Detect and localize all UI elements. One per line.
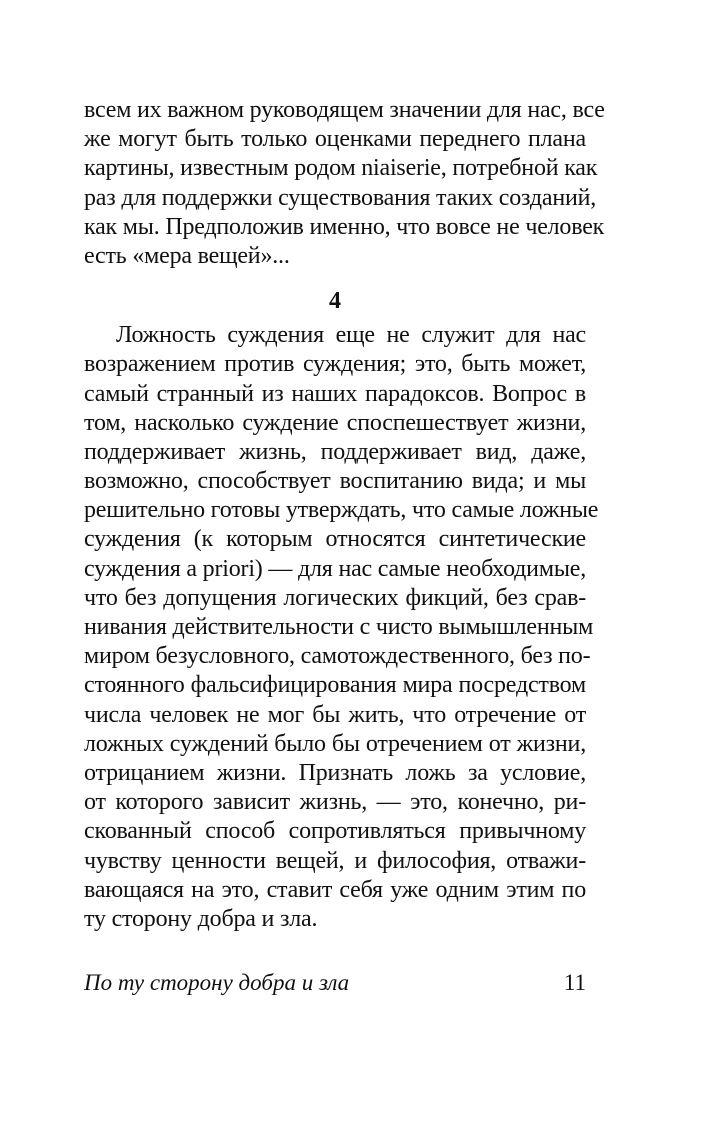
- section-number-heading: 4: [329, 288, 341, 315]
- text-line: чувству ценности вещей, и философия, отважи-: [84, 847, 586, 874]
- text-line: скованный способ сопротивляться привычному: [84, 818, 586, 845]
- running-title: По ту сторону добра и зла: [84, 970, 350, 995]
- text-line: самый странный из наших парадоксов. Вопрос в: [84, 380, 586, 407]
- spacer: [84, 271, 586, 287]
- text-line: ложных суждений было бы отречением от жизни,: [84, 730, 586, 757]
- text-line: же могут быть только оценками переднего плана: [84, 126, 586, 153]
- continuation-paragraph: [84, 96, 605, 271]
- text-line: всем их важном руководящем значении для нас, все: [84, 97, 605, 123]
- text-line: суждения a priori) — для нас самые необходимые,: [84, 555, 586, 582]
- text-line: картины, известным родом niaiserie, потребной как: [84, 155, 598, 182]
- text-line: как мы. Предположив именно, что вовсе не человек: [84, 213, 605, 240]
- text-line: от которого зависит жизнь, — это, конечно, ри-: [84, 789, 586, 816]
- page-number: 11: [563, 970, 586, 995]
- text-line: том, насколько суждение споспешествует жизни,: [84, 409, 586, 436]
- text-line: поддерживает жизнь, поддерживает вид, даже,: [84, 438, 586, 465]
- text-line: что без допущения логических фикций, без срав-: [84, 584, 586, 611]
- text-line: нивания действительности с чисто вымышленным: [84, 614, 594, 640]
- page-footer: [84, 968, 586, 998]
- section-paragraph: [84, 321, 599, 934]
- text-line: суждения (к которым относятся синтетические: [84, 526, 586, 553]
- text-line: числа человек не мог бы жить, что отречение от: [84, 701, 586, 728]
- text-line: есть «мера вещей»...: [84, 242, 290, 269]
- text-line: возражением против суждения; это, быть может,: [84, 351, 586, 378]
- text-line: возможно, способствует воспитанию вида; и мы: [84, 468, 586, 495]
- page-body: [84, 96, 605, 934]
- text-line: миром безусловного, самотождественного, без по-: [84, 643, 591, 670]
- text-line: отрицанием жизни. Признать ложь за условие,: [84, 759, 586, 786]
- text-line: стоянного фальсифицирования мира посредством: [84, 672, 586, 699]
- text-line: Ложность суждения еще не служит для нас: [116, 322, 586, 349]
- text-line: вающаяся на это, ставит себя уже одним этим по: [84, 876, 586, 903]
- text-line: раз для поддержки существования таких созданий,: [84, 184, 597, 211]
- text-line: ту сторону добра и зла.: [84, 905, 318, 932]
- text-line: решительно готовы утверждать, что самые ложные: [84, 497, 599, 524]
